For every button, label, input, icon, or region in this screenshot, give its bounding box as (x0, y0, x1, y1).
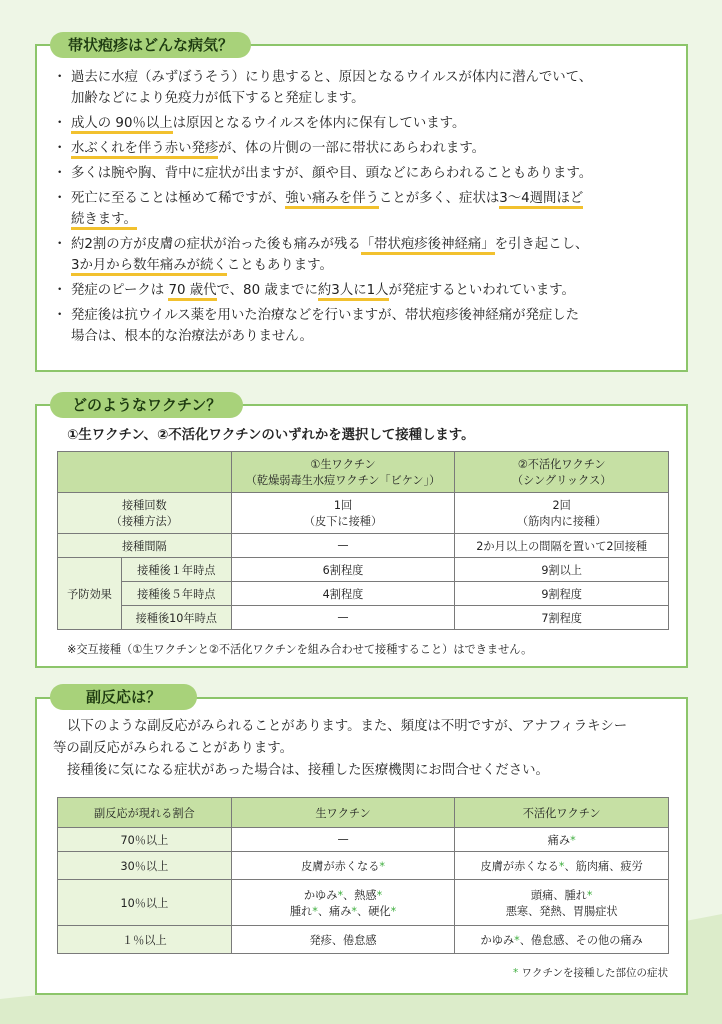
live-cell: かゆみ*、熱感* 腫れ*、痛み*、硬化* (231, 880, 455, 926)
head-live: 生ワクチン (231, 798, 455, 828)
disease-bullet-line: ・ 成人の 90％以上は原因となるウイルスを体内に保有しています。 (57, 114, 592, 134)
highlighted-text: 3か月から数年痛みが続く (71, 258, 227, 276)
section-title-side-effects: 副反応は？ (50, 684, 197, 710)
highlighted-text: 約3人に1人 (318, 283, 389, 301)
effect-row-label: 接種後５年時点 (121, 582, 231, 606)
disease-bullet-line: ・ 多くは腕や胸、背中に症状が出ますが、顔や目、頭などにあらわれることもあります。 (57, 164, 592, 184)
head-inactivated: 不活化ワクチン (455, 798, 669, 828)
rate-cell: 70％以上 (58, 828, 232, 852)
highlighted-text: 強い痛みを伴う (285, 191, 379, 209)
interval-inactivated: 2か月以上の間隔を置いて2回接種 (455, 534, 669, 558)
col-live-header: ①生ワクチン （乾燥弱毒生水痘ワクチン「ビケン」） (231, 452, 455, 493)
effect-inactivated: 7割程度 (455, 606, 669, 630)
live-cell: 発疹、倦怠感 (231, 926, 455, 954)
effect-row-label: 接種後１年時点 (121, 558, 231, 582)
side-effects-table (57, 797, 669, 954)
disease-bullet-line: ・ 過去に水痘（みずぼうそう）にり患すると、原因となるウイルスが体内に潜んでいて、 (57, 68, 592, 88)
inactivated-cell: 頭痛、腫れ* 悪寒、発熱、胃腸症状 (455, 880, 669, 926)
disease-bullet-line: 場合は、根本的な治療法がありません。 (71, 329, 313, 344)
section-vaccine (35, 404, 688, 668)
rate-cell: 10％以上 (58, 880, 232, 926)
rate-cell: 30％以上 (58, 852, 232, 880)
side-effects-paragraph-1b: 等の副反応がみられることがあります。 (53, 741, 293, 756)
effect-live: — (231, 606, 455, 630)
section-title-vaccine: どのようなワクチン？ (50, 392, 243, 418)
disease-bullet-line: ・ 発症後は抗ウイルス薬を用いた治療などを行いますが、帯状疱疹後神経痛が発症した (57, 306, 592, 326)
disease-bullet-line: ・ 約2割の方が皮膚の症状が治った後も痛みが残る「帯状疱疹後神経痛」を引き起こし、 (57, 235, 592, 255)
injection-site-footnote: * ワクチンを接種した部位の症状 (512, 967, 668, 979)
head-rate: 副反応が現れる割合 (58, 798, 232, 828)
row-interval-label: 接種間隔 (58, 534, 232, 558)
disease-bullet-line: ・ 水ぶくれを伴う赤い発疹が、体の片側の一部に帯状にあらわれます。 (57, 139, 592, 159)
effect-live: 6割程度 (231, 558, 455, 582)
live-cell: — (231, 828, 455, 852)
highlighted-text: 続きます。 (71, 212, 137, 230)
side-effects-paragraph-2: 接種後に気になる症状があった場合は、接種した医療機関にお問合せください。 (67, 763, 549, 778)
live-cell: 皮膚が赤くなる* (231, 852, 455, 880)
effect-inactivated: 9割程度 (455, 582, 669, 606)
section-disease (35, 44, 688, 372)
doses-inactivated: 2回 （筋肉内に接種） (455, 493, 669, 534)
doses-live: 1回 （皮下に接種） (231, 493, 455, 534)
row-effect-label: 予防効果 (58, 558, 122, 630)
highlighted-text: 3〜4週間ほど (499, 191, 583, 209)
effect-live: 4割程度 (231, 582, 455, 606)
col-inactivated-header: ②不活化ワクチン （シングリックス） (455, 452, 669, 493)
vaccine-comparison-table (57, 451, 669, 630)
highlighted-text: 「帯状疱疹後神経痛」 (361, 237, 495, 255)
row-doses-label: 接種回数 （接種方法） (58, 493, 232, 534)
rate-cell: １％以上 (58, 926, 232, 954)
disease-bullet-line: 3か月から数年痛みが続くこともあります。 (57, 256, 592, 276)
disease-bullet-list (57, 68, 592, 352)
highlighted-text: 水ぶくれを伴う赤い発疹 (71, 141, 218, 159)
section-title-disease: 帯状疱疹はどんな病気？ (50, 32, 251, 58)
highlighted-text: 70 歳代 (168, 283, 216, 301)
section-side-effects (35, 697, 688, 995)
disease-bullet-line (57, 210, 592, 230)
highlighted-text: 成人の 90％以上 (71, 116, 173, 134)
disease-bullet-line: ・ 死亡に至ることは極めて稀ですが、強い痛みを伴うことが多く、症状は3〜4週間ほど (57, 189, 592, 209)
interval-live: — (231, 534, 455, 558)
disease-bullet-line: 加齢などにより免疫力が低下すると発症します。 (71, 91, 365, 106)
inactivated-cell: かゆみ*、倦怠感、その他の痛み (455, 926, 669, 954)
inactivated-cell: 痛み* (455, 828, 669, 852)
vaccine-intro: ①生ワクチン、②不活化ワクチンのいずれかを選択して接種します。 (67, 428, 475, 443)
effect-row-label: 接種後10年時点 (121, 606, 231, 630)
disease-bullet-line: ・ 発症のピークは 70 歳代で、80 歳までに約3人に1人が発症するといわれています。 (57, 281, 592, 301)
cross-vaccination-note: ※交互接種（①生ワクチンと②不活化ワクチンを組み合わせて接種すること）はできません。 (67, 643, 533, 656)
effect-inactivated: 9割以上 (455, 558, 669, 582)
side-effects-paragraph-1a: 以下のような副反応がみられることがあります。また、頻度は不明ですが、アナフィラキシー (67, 719, 628, 734)
inactivated-cell: 皮膚が赤くなる*、筋肉痛、疲労 (455, 852, 669, 880)
table-corner (58, 452, 232, 493)
